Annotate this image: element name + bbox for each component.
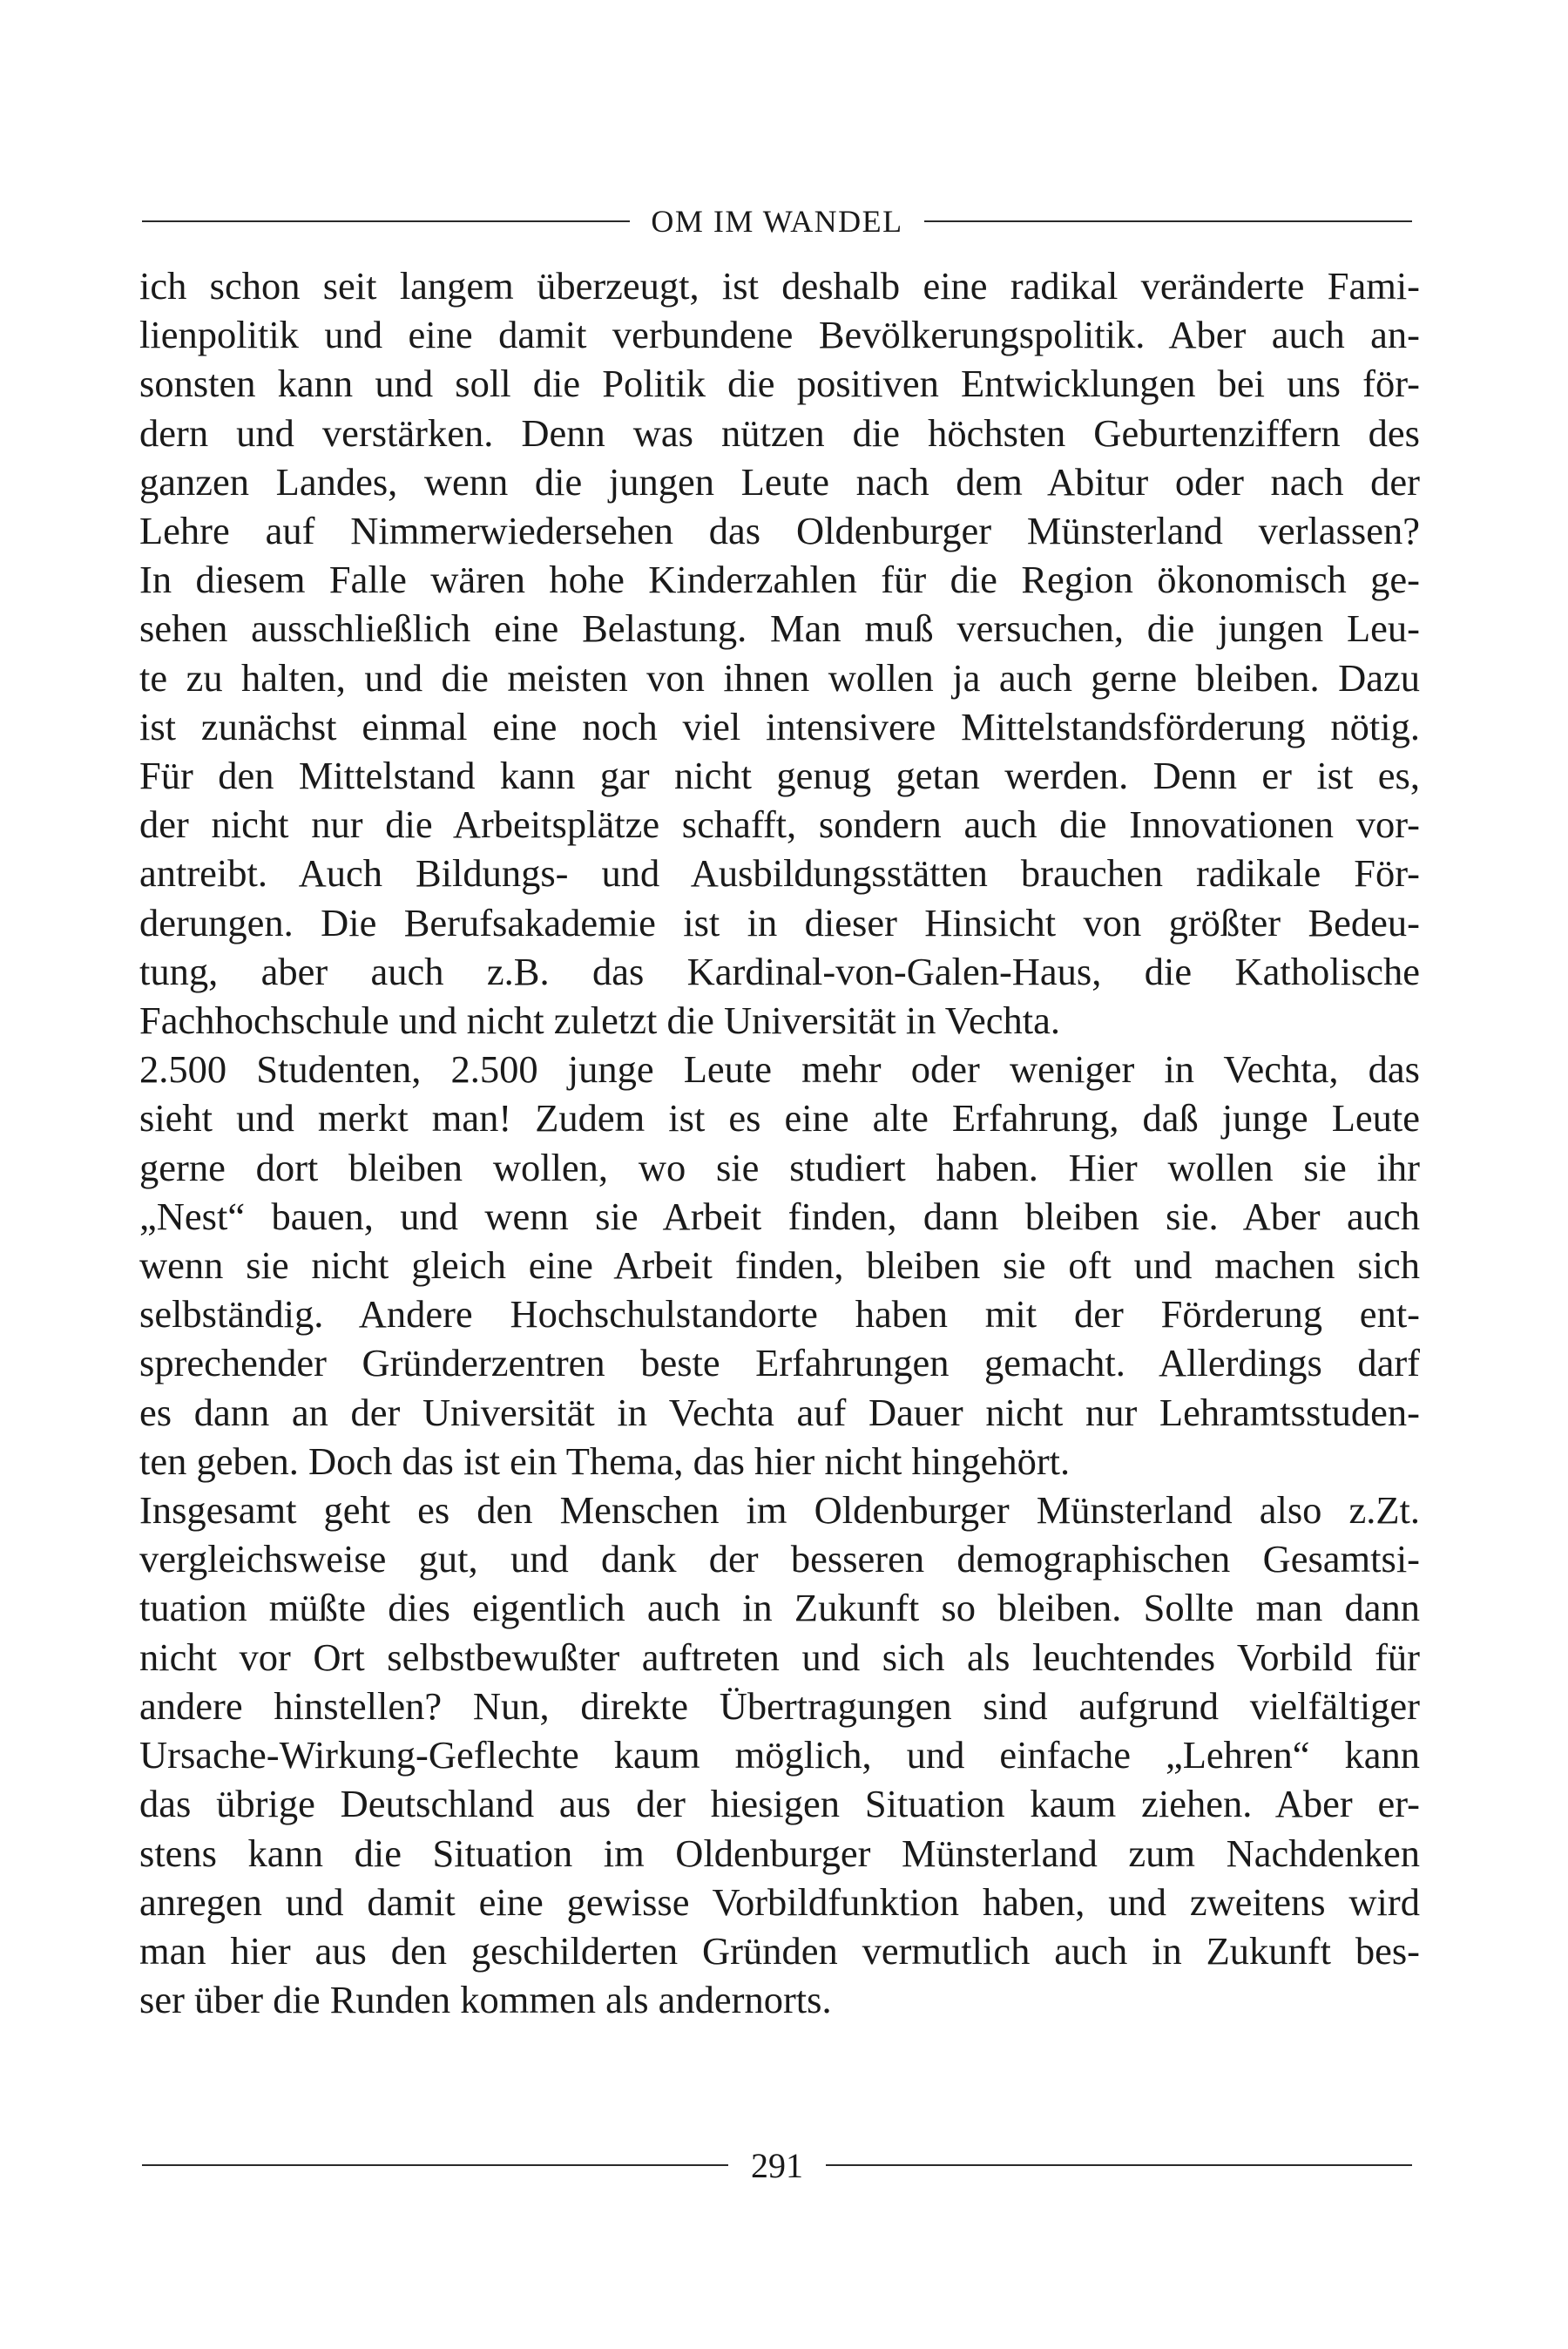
- text-line: selbständig. Andere Hochschulstandorte haben mit der Förderung ent-: [139, 1292, 1420, 1337]
- header-rule-left: [142, 220, 630, 222]
- text-line: 2.500 Studenten, 2.500 junge Leute mehr oder weniger in Vechta, das: [139, 1047, 1420, 1092]
- text-line: ich schon seit langem überzeugt, ist deshalb eine radikal veränderte Fami-: [139, 264, 1420, 308]
- text-line: lienpolitik und eine damit verbundene Bevölkerungspolitik. Aber auch an-: [139, 313, 1420, 357]
- text-line: Für den Mittelstand kann gar nicht genug getan werden. Denn er ist es,: [139, 754, 1420, 798]
- text-line: sieht und merkt man! Zudem ist es eine alte Erfahrung, daß junge Leute: [139, 1096, 1420, 1141]
- running-title: OM IM WANDEL: [651, 204, 903, 239]
- text-line: ist zunächst einmal eine noch viel intensivere Mittelstandsförderung nötig.: [139, 704, 1420, 748]
- text-line: nicht vor Ort selbstbewußter auftreten und sich als leuchtendes Vorbild für: [139, 1635, 1420, 1679]
- text-line: Fachhochschule und nicht zuletzt die Universität in Vechta.: [139, 998, 1060, 1043]
- text-line: ten geben. Doch das ist ein Thema, das hier nicht hingehört.: [139, 1439, 1071, 1483]
- page-number: 291: [751, 2145, 803, 2185]
- text-line: te zu halten, und die meisten von ihnen wollen ja auch gerne bleiben. Dazu: [139, 655, 1420, 700]
- text-line: sprechender Gründerzentren beste Erfahrungen gemacht. Allerdings darf: [139, 1341, 1420, 1385]
- text-line: gerne dort bleiben wollen, wo sie studiert haben. Hier wollen sie ihr: [139, 1145, 1420, 1189]
- text-line: sonsten kann und soll die Politik die positiven Entwicklungen bei uns för-: [139, 362, 1420, 406]
- running-header: [142, 193, 1412, 249]
- text-line: Ursache-Wirkung-Geflechte kaum möglich, und einfache „Lehren“ kann: [139, 1733, 1420, 1777]
- text-line: ser über die Runden kommen als andernorts.: [139, 1978, 832, 2022]
- text-line: In diesem Falle wären hohe Kinderzahlen für die Region ökonomisch ge-: [139, 558, 1420, 602]
- text-line: das übrige Deutschland aus der hiesigen Situation kaum ziehen. Aber er-: [139, 1782, 1420, 1826]
- text-line: derungen. Die Berufsakademie ist in dieser Hinsicht von größter Bedeu-: [139, 900, 1420, 944]
- page-footer: [142, 2139, 1412, 2191]
- footer-rule-left: [142, 2164, 728, 2166]
- body-text: [139, 261, 1420, 2024]
- text-line: anregen und damit eine gewisse Vorbildfunktion haben, und zweitens wird: [139, 1879, 1420, 1924]
- text-line: Insgesamt geht es den Menschen im Oldenburger Münsterland also z.Zt.: [139, 1488, 1420, 1533]
- text-line: andere hinstellen? Nun, direkte Übertragungen sind aufgrund vielfältiger: [139, 1683, 1420, 1728]
- text-line: es dann an der Universität in Vechta auf Dauer nicht nur Lehramtsstuden-: [139, 1390, 1420, 1434]
- text-line: stens kann die Situation im Oldenburger Münsterland zum Nachdenken: [139, 1831, 1420, 1875]
- header-rule-right: [924, 220, 1412, 222]
- text-line: ganzen Landes, wenn die jungen Leute nach dem Abitur oder nach der: [139, 459, 1420, 504]
- text-line: sehen ausschließlich eine Belastung. Man muß versuchen, die jungen Leu-: [139, 606, 1420, 651]
- text-line: tung, aber auch z.B. das Kardinal-von-Galen-Haus, die Katholische: [139, 949, 1420, 993]
- text-line: Lehre auf Nimmerwiedersehen das Oldenburger Münsterland verlassen?: [139, 509, 1420, 553]
- text-line: dern und verstärken. Denn was nützen die höchsten Geburtenziffern des: [139, 410, 1420, 455]
- text-line: man hier aus den geschilderten Gründen vermutlich auch in Zukunft bes-: [139, 1928, 1420, 1973]
- text-line: tuation müßte dies eigentlich auch in Zukunft so bleiben. Sollte man dann: [139, 1586, 1420, 1630]
- text-line: vergleichsweise gut, und dank der besseren demographischen Gesamtsi-: [139, 1537, 1420, 1581]
- text-line: der nicht nur die Arbeitsplätze schafft, sondern auch die Innovationen vor-: [139, 802, 1420, 847]
- text-line: wenn sie nicht gleich eine Arbeit finden, bleiben sie oft und machen sich: [139, 1243, 1420, 1288]
- text-line: „Nest“ bauen, und wenn sie Arbeit finden, dann bleiben sie. Aber auch: [139, 1194, 1420, 1238]
- footer-rule-right: [826, 2164, 1412, 2166]
- text-line: antreibt. Auch Bildungs- und Ausbildungsstätten brauchen radikale För-: [139, 851, 1420, 896]
